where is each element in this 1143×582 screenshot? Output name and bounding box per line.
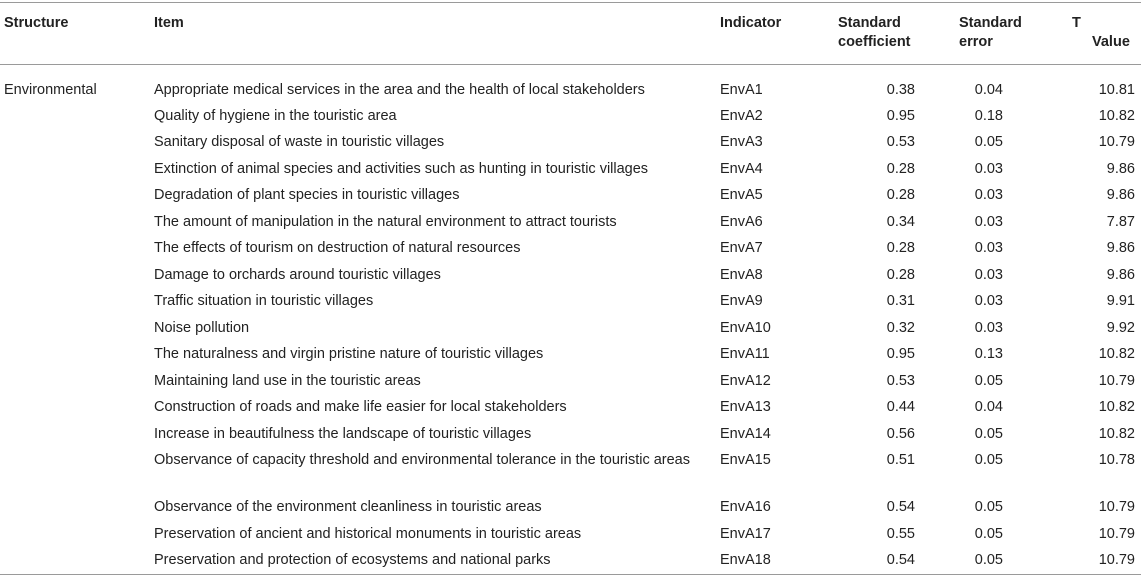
header-structure: Structure <box>0 3 150 65</box>
standard-error-cell: 0.03 <box>974 266 1003 283</box>
standard-coefficient-cell: 0.38 <box>886 82 915 98</box>
item-cell: Noise pollution <box>154 319 250 336</box>
t-value-cell: 10.82 <box>1098 107 1135 124</box>
indicator-cell: EnvA12 <box>720 372 771 389</box>
t-value-cell: 10.79 <box>1098 499 1135 515</box>
t-value-cell: 10.81 <box>1098 82 1135 98</box>
standard-error-cell: 0.03 <box>974 240 1003 256</box>
indicator-cell: EnvA16 <box>720 499 771 515</box>
table-row <box>0 521 1141 548</box>
standard-error-cell: 0.03 <box>974 319 1003 336</box>
standard-error-cell: 0.05 <box>974 372 1003 389</box>
structure-cell <box>0 209 150 236</box>
standard-error-cell: 0.05 <box>974 134 1003 150</box>
standard-coefficient-cell: 0.31 <box>886 293 915 309</box>
structure-cell <box>0 521 150 548</box>
t-value-cell: 9.86 <box>1106 266 1135 283</box>
standard-coefficient-cell: 0.28 <box>886 160 915 177</box>
structure-cell <box>0 315 150 342</box>
results-table <box>0 2 1141 575</box>
item-cell: Sanitary disposal of waste in touristic villages <box>154 134 445 150</box>
standard-coefficient-cell: 0.28 <box>886 187 915 203</box>
table-row <box>0 65 1141 103</box>
table-body <box>0 65 1141 575</box>
t-value-cell: 10.78 <box>1098 452 1135 468</box>
indicator-cell: EnvA6 <box>720 213 763 230</box>
standard-coefficient-cell: 0.95 <box>886 107 915 124</box>
standard-coefficient-cell: 0.56 <box>886 425 915 442</box>
t-value-cell: 10.82 <box>1098 346 1135 362</box>
structure-cell <box>0 235 150 262</box>
structure-cell <box>0 103 150 130</box>
t-value-cell: 9.86 <box>1106 187 1135 203</box>
structure-cell <box>0 129 150 156</box>
table-row <box>0 209 1141 236</box>
table-row <box>0 494 1141 521</box>
standard-coefficient-cell: 0.32 <box>886 319 915 336</box>
table-row <box>0 129 1141 156</box>
standard-coefficient-cell: 0.34 <box>886 213 915 230</box>
table-row <box>0 235 1141 262</box>
header-t-value: T Value <box>1065 3 1141 65</box>
header-indicator: Indicator <box>716 3 834 65</box>
item-cell: The amount of manipulation in the natural environment to attract tourists <box>154 213 617 230</box>
item-cell: Preservation of ancient and historical monuments in touristic areas <box>154 525 582 542</box>
structure-cell <box>0 341 150 368</box>
standard-error-cell: 0.05 <box>974 452 1003 468</box>
item-cell: Observance of capacity threshold and environmental tolerance in the touristic areas <box>154 452 690 468</box>
structure-cell <box>0 421 150 448</box>
table-row <box>0 394 1141 421</box>
table-row <box>0 421 1141 448</box>
t-value-cell: 9.86 <box>1106 160 1135 177</box>
t-value-cell: 9.91 <box>1106 293 1135 309</box>
t-value-cell: 9.92 <box>1106 319 1135 336</box>
standard-coefficient-cell: 0.55 <box>886 525 915 542</box>
table-row <box>0 156 1141 183</box>
item-cell: The naturalness and virgin pristine nature of touristic villages <box>154 346 544 362</box>
structure-cell <box>0 182 150 209</box>
table-row <box>0 288 1141 315</box>
standard-coefficient-cell: 0.54 <box>834 547 955 575</box>
item-cell: Degradation of plant species in touristic villages <box>154 187 460 203</box>
standard-error-cell: 0.05 <box>955 547 1065 575</box>
standard-error-cell: 0.13 <box>974 346 1003 362</box>
structure-cell <box>0 156 150 183</box>
indicator-cell: EnvA13 <box>720 399 771 415</box>
table-row <box>0 368 1141 395</box>
table-row <box>0 262 1141 289</box>
standard-coefficient-cell: 0.95 <box>886 346 915 362</box>
item-cell: Construction of roads and make life easier for local stakeholders <box>154 399 567 415</box>
structure-cell: Environmental <box>4 82 97 98</box>
indicator-cell: EnvA8 <box>720 266 763 283</box>
standard-coefficient-cell: 0.28 <box>886 240 915 256</box>
standard-error-cell: 0.05 <box>974 425 1003 442</box>
item-cell: The effects of tourism on destruction of natural resources <box>154 240 521 256</box>
standard-coefficient-cell: 0.54 <box>886 499 915 515</box>
item-cell: Appropriate medical services in the area and the health of local stakeholders <box>154 82 645 98</box>
table-row <box>0 315 1141 342</box>
standard-coefficient-cell: 0.53 <box>886 134 915 150</box>
item-cell: Preservation and protection of ecosystems and national parks <box>150 547 716 575</box>
t-value-cell: 10.79 <box>1065 547 1141 575</box>
standard-coefficient-cell: 0.51 <box>886 452 915 468</box>
indicator-cell: EnvA7 <box>720 240 763 256</box>
t-value-cell: 7.87 <box>1106 213 1135 230</box>
table-row <box>0 547 1141 575</box>
standard-error-cell: 0.03 <box>974 187 1003 203</box>
header-row <box>0 3 1141 65</box>
indicator-cell: EnvA15 <box>720 452 771 468</box>
indicator-cell: EnvA1 <box>720 82 763 98</box>
item-cell: Quality of hygiene in the touristic area <box>154 107 397 124</box>
t-value-cell: 9.86 <box>1106 240 1135 256</box>
standard-error-cell: 0.04 <box>974 82 1003 98</box>
structure-cell <box>0 262 150 289</box>
t-value-cell: 10.79 <box>1098 372 1135 389</box>
indicator-cell: EnvA18 <box>716 547 834 575</box>
indicator-cell: EnvA10 <box>720 319 771 336</box>
table-row <box>0 341 1141 368</box>
t-value-cell: 10.79 <box>1098 134 1135 150</box>
header-standard-coefficient: Standard coefficient <box>834 3 955 65</box>
structure-cell <box>0 547 150 575</box>
table-row <box>0 103 1141 130</box>
indicator-cell: EnvA14 <box>720 425 771 442</box>
header-standard-error: Standard error <box>955 3 1065 65</box>
standard-error-cell: 0.03 <box>974 160 1003 177</box>
standard-error-cell: 0.05 <box>974 525 1003 542</box>
table-row <box>0 447 1141 494</box>
standard-error-cell: 0.05 <box>974 499 1003 515</box>
indicator-cell: EnvA5 <box>720 187 763 203</box>
standard-coefficient-cell: 0.28 <box>886 266 915 283</box>
structure-cell <box>0 494 150 521</box>
standard-error-cell: 0.04 <box>974 399 1003 415</box>
structure-cell <box>0 288 150 315</box>
structure-cell <box>0 394 150 421</box>
item-cell: Damage to orchards around touristic villages <box>154 266 441 283</box>
t-value-cell: 10.79 <box>1098 525 1135 542</box>
indicator-cell: EnvA2 <box>720 107 763 124</box>
indicator-cell: EnvA11 <box>720 346 770 362</box>
standard-error-cell: 0.18 <box>974 107 1003 124</box>
standard-coefficient-cell: 0.44 <box>886 399 915 415</box>
table-row <box>0 182 1141 209</box>
item-cell: Observance of the environment cleanliness in touristic areas <box>154 499 542 515</box>
indicator-cell: EnvA17 <box>720 525 771 542</box>
structure-cell <box>0 368 150 395</box>
item-cell: Increase in beautifulness the landscape of touristic villages <box>154 425 532 442</box>
indicator-cell: EnvA3 <box>720 134 763 150</box>
standard-coefficient-cell: 0.53 <box>886 372 915 389</box>
structure-cell <box>0 447 150 494</box>
indicator-cell: EnvA9 <box>720 293 763 309</box>
item-cell: Maintaining land use in the touristic areas <box>154 372 421 389</box>
standard-error-cell: 0.03 <box>974 293 1003 309</box>
item-cell: Traffic situation in touristic villages <box>154 293 374 309</box>
standard-error-cell: 0.03 <box>974 213 1003 230</box>
item-cell: Extinction of animal species and activities such as hunting in touristic villages <box>154 160 649 177</box>
t-value-cell: 10.82 <box>1098 425 1135 442</box>
indicator-cell: EnvA4 <box>720 160 763 177</box>
header-item: Item <box>150 3 716 65</box>
t-value-cell: 10.82 <box>1098 399 1135 415</box>
